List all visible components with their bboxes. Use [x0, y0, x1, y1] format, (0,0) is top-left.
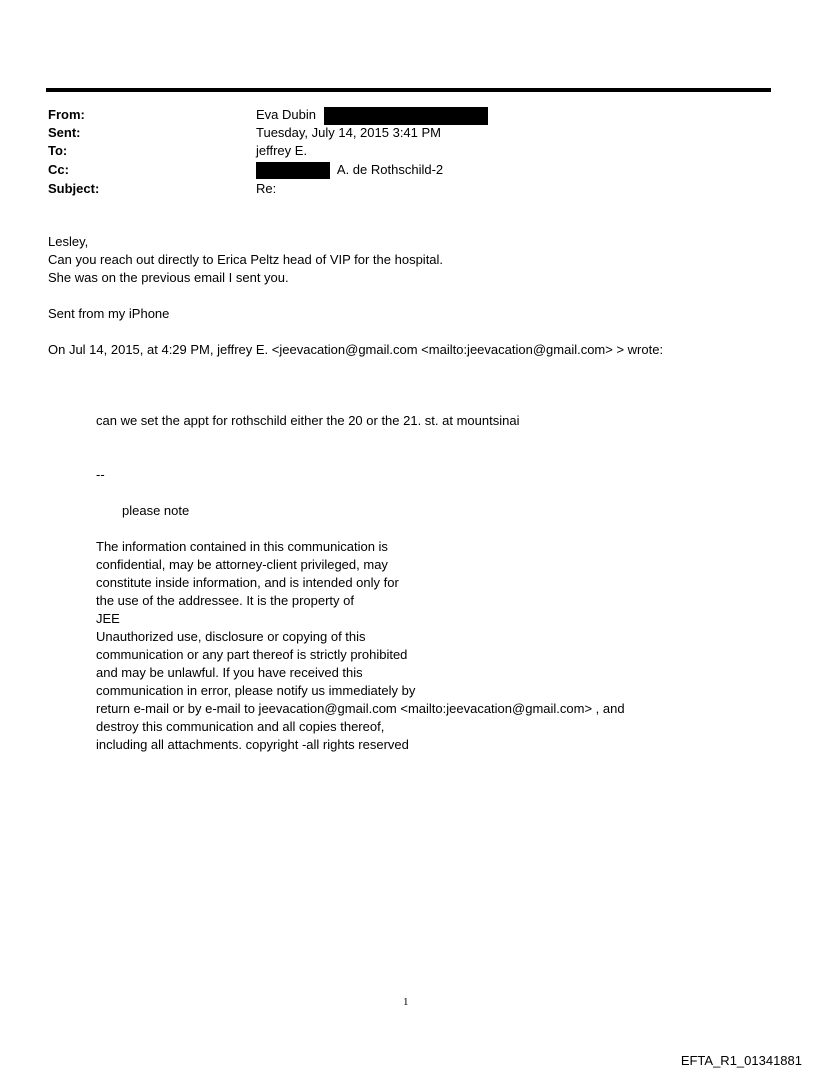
- signature: Sent from my iPhone: [48, 306, 170, 321]
- page-number: 1: [403, 996, 409, 1008]
- sent-label: Sent:: [48, 125, 81, 140]
- disclaimer-line: destroy this communication and all copies thereof,: [96, 719, 385, 734]
- disclaimer-line: The information contained in this communication is: [96, 539, 388, 554]
- from-name: Eva Dubin: [256, 107, 316, 122]
- sent-value: Tuesday, July 14, 2015 3:41 PM: [256, 125, 441, 140]
- to-value: jeffrey E.: [256, 143, 308, 158]
- body-line-2: She was on the previous email I sent you.: [48, 270, 289, 285]
- quoted-message: can we set the appt for rothschild either the 20 or the 21. st. at mountsinai: [96, 413, 520, 428]
- subject-value: Re:: [256, 181, 277, 196]
- cc-value: [256, 161, 443, 179]
- signature-separator: --: [96, 467, 105, 482]
- cc-name: A. de Rothschild-2: [336, 162, 444, 177]
- cc-label: Cc:: [48, 162, 69, 177]
- disclaimer-line: including all attachments. copyright -all rights reserved: [96, 737, 409, 752]
- disclaimer-line: constitute inside information, and is intended only for: [96, 575, 399, 590]
- disclaimer-line: return e-mail or by e-mail to jeevacation@gmail.com <mailto:jeevacation@gmail.com> , and: [96, 701, 625, 716]
- document-id: EFTA_R1_01341881: [680, 1053, 802, 1068]
- from-value: [256, 106, 488, 125]
- disclaimer-line: and may be unlawful. If you have received this: [96, 665, 363, 680]
- from-label: From:: [48, 107, 85, 122]
- body-line-1: Can you reach out directly to Erica Peltz head of VIP for the hospital.: [48, 252, 444, 267]
- disclaimer-line: communication in error, please notify us immediately by: [96, 683, 416, 698]
- redaction-box: [256, 162, 330, 179]
- redaction-box: [324, 107, 488, 125]
- please-note: please note: [122, 503, 190, 518]
- disclaimer-line: communication or any part thereof is strictly prohibited: [96, 647, 408, 662]
- disclaimer-line: confidential, may be attorney-client privileged, may: [96, 557, 388, 572]
- header-divider: [46, 88, 771, 92]
- subject-label: Subject:: [48, 181, 100, 196]
- disclaimer-line: Unauthorized use, disclosure or copying of this: [96, 629, 366, 644]
- to-label: To:: [48, 143, 68, 158]
- disclaimer-line: JEE: [96, 611, 120, 626]
- disclaimer-line: the use of the addressee. It is the property of: [96, 593, 354, 608]
- quote-intro: On Jul 14, 2015, at 4:29 PM, jeffrey E. <jeevacation@gmail.com <mailto:jeevacation@gmail.com> > wrote:: [48, 342, 664, 357]
- greeting: Lesley,: [48, 234, 89, 249]
